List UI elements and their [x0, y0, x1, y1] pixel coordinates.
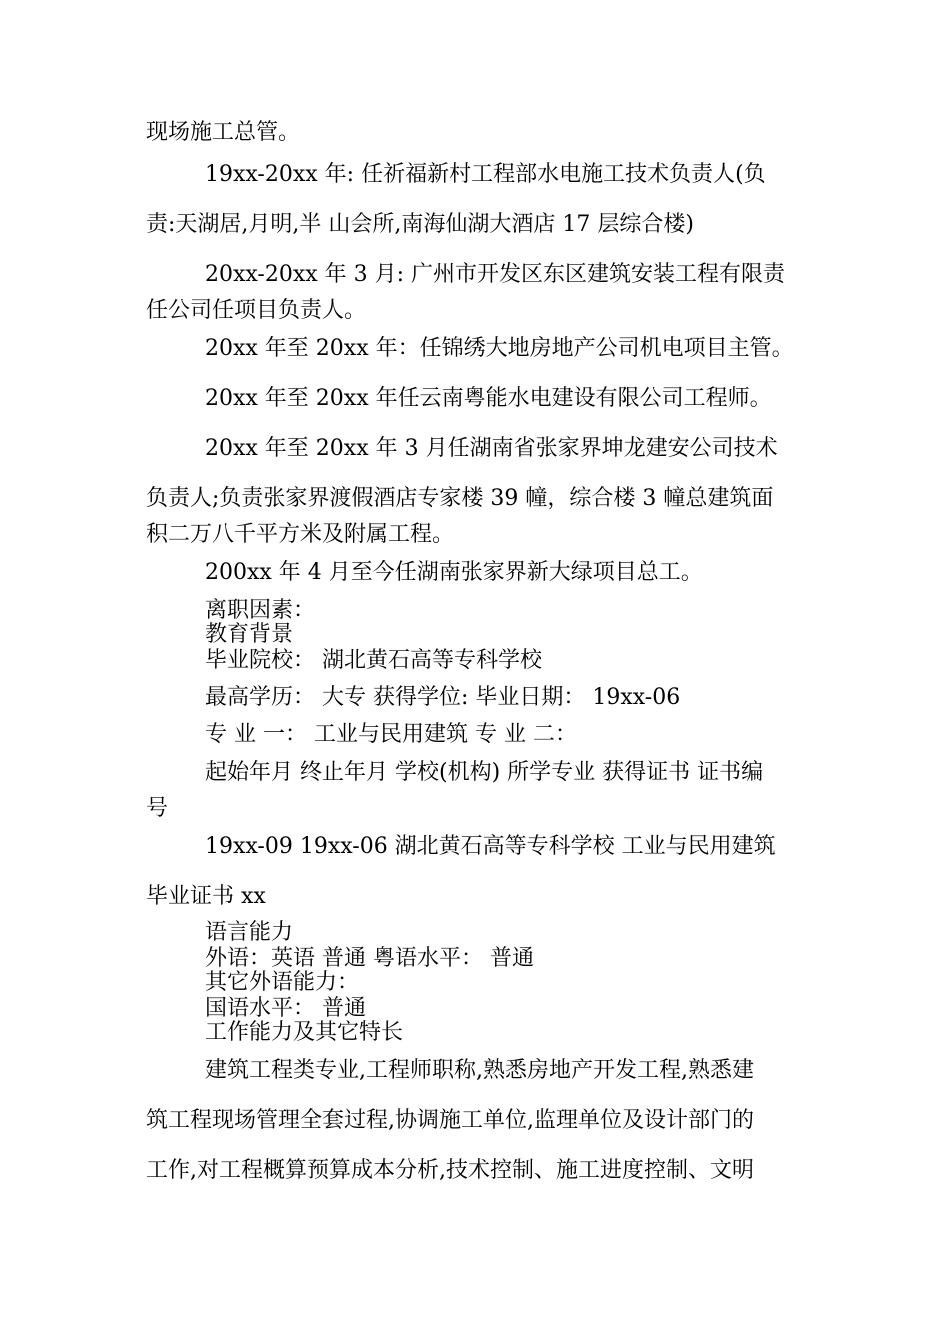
text-line: 任公司任项目负责人。	[146, 298, 367, 323]
text-line: 毕业院校： 湖北黄石高等专科学校	[205, 648, 542, 673]
text-line: 专 业 一： 工业与民用建筑 专 业 二：	[205, 722, 577, 747]
text-line: 建筑工程类专业,工程师职称,熟悉房地产开发工程,熟悉建	[205, 1058, 754, 1083]
text-line: 20xx 年至 20xx 年任云南粤能水电建设有限公司工程师。	[205, 386, 772, 411]
text-line: 筑工程现场管理全套过程,协调施工单位,监理单位及设计部门的	[146, 1108, 754, 1133]
text-line: 其它外语能力：	[205, 970, 360, 995]
text-line: 19xx-20xx 年: 任祈福新村工程部水电施工技术负责人(负	[205, 162, 766, 187]
text-line: 200xx 年 4 月至今任湖南张家界新大绿项目总工。	[205, 560, 703, 585]
section-heading: 语言能力	[205, 920, 294, 945]
text-line: 毕业证书 xx	[146, 884, 266, 909]
text-line: 责:天湖居,月明,半 山会所,南海仙湖大酒店 17 层综合楼)	[146, 212, 694, 237]
text-line: 20xx 年至 20xx 年 3 月任湖南省张家界坤龙建安公司技术	[205, 436, 778, 461]
text-line: 工作,对工程概算预算成本分析,技术控制、施工进度控制、文明	[146, 1158, 754, 1183]
text-line: 国语水平： 普通	[205, 996, 366, 1021]
section-heading: 教育背景	[205, 622, 294, 647]
text-line: 离职因素：	[205, 598, 316, 623]
section-heading: 工作能力及其它特长	[205, 1020, 404, 1045]
text-line: 积二万八千平方米及附属工程。	[146, 522, 455, 547]
text-line: 号	[146, 796, 169, 821]
text-line: 现场施工总管。	[146, 120, 301, 145]
text-line: 负责人;负责张家界渡假酒店专家楼 39 幢，综合楼 3 幢总建筑面	[146, 486, 774, 511]
text-line: 最高学历： 大专 获得学位: 毕业日期： 19xx-06	[205, 685, 681, 710]
text-line: 20xx 年至 20xx 年：任锦绣大地房地产公司机电项目主管。	[205, 336, 794, 361]
text-line: 19xx-09 19xx-06 湖北黄石高等专科学校 工业与民用建筑	[205, 834, 776, 859]
text-line: 起始年月 终止年月 学校(机构) 所学专业 获得证书 证书编	[205, 760, 764, 785]
text-line: 20xx-20xx 年 3 月: 广州市开发区东区建筑安装工程有限责	[205, 262, 786, 287]
text-line: 外语：英语 普通 粤语水平： 普通	[205, 946, 534, 971]
